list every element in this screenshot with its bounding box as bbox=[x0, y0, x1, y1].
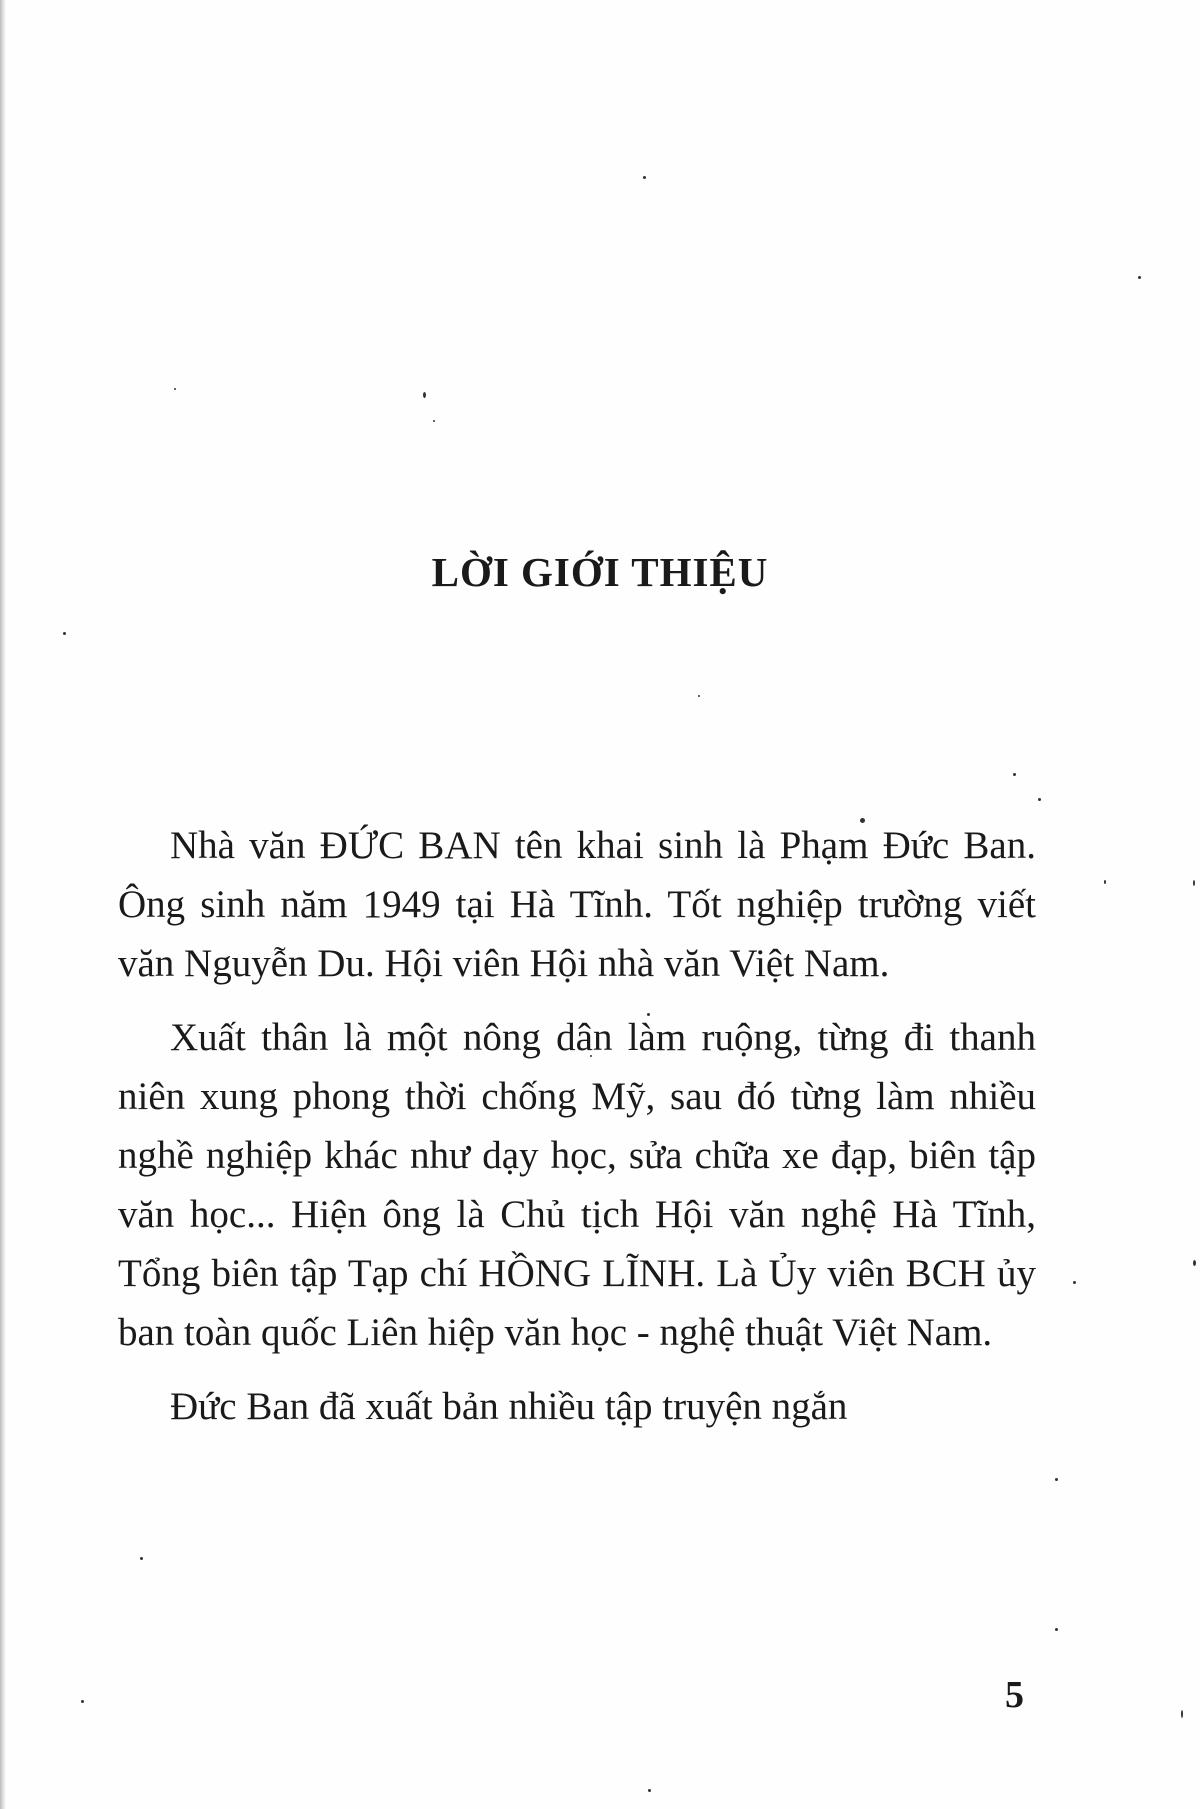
page-number: 5 bbox=[1005, 1674, 1024, 1716]
scan-speck bbox=[648, 1789, 651, 1792]
scan-speck bbox=[81, 1700, 84, 1703]
scan-speck bbox=[698, 695, 700, 697]
scan-speck bbox=[1055, 1628, 1058, 1631]
scan-speck bbox=[1038, 798, 1041, 801]
page-title: LỜI GIỚI THIỆU bbox=[431, 549, 769, 595]
scan-speck bbox=[174, 388, 176, 390]
body-text bbox=[118, 816, 1036, 1451]
paragraph: Xuất thân là một nông dân làm ruộng, từng đi thanh niên xung phong thời chống Mỹ, sau đó từng làm nhiều nghề nghiệp khác như dạy học, sửa chữa xe đạp, biên tập văn học... Hiện ông là Chủ tịch Hội văn nghệ Hà Tĩnh, Tổng biên tập Tạp chí HỒNG LĨNH. Là Ủy viên BCH ủy ban toàn quốc Liên hiệp văn học - nghệ thuật Việt Nam. bbox=[118, 1016, 1036, 1354]
scan-speck bbox=[140, 1557, 143, 1560]
scan-speck bbox=[423, 392, 426, 398]
scan-speck bbox=[1193, 1260, 1196, 1266]
scan-speck bbox=[433, 420, 435, 422]
scan-speck bbox=[1138, 276, 1141, 279]
scan-speck bbox=[1104, 880, 1106, 884]
scan-binding-edge bbox=[0, 0, 6, 1809]
scan-speck bbox=[1013, 773, 1016, 776]
scan-speck bbox=[643, 176, 646, 179]
scan-speck bbox=[1073, 1281, 1076, 1284]
scan-speck bbox=[1193, 880, 1195, 886]
scan-speck bbox=[63, 632, 66, 635]
paragraph: Đức Ban đã xuất bản nhiều tập truyện ngắn bbox=[170, 1385, 848, 1428]
scan-speck bbox=[1181, 1710, 1183, 1718]
paragraph: Nhà văn ĐỨC BAN tên khai sinh là Phạm Đức Ban. Ông sinh năm 1949 tại Hà Tĩnh. Tốt nghiệp trường viết văn Nguyễn Du. Hội viên Hội nhà văn Việt Nam. bbox=[118, 824, 1036, 985]
scan-speck bbox=[1055, 1478, 1058, 1481]
